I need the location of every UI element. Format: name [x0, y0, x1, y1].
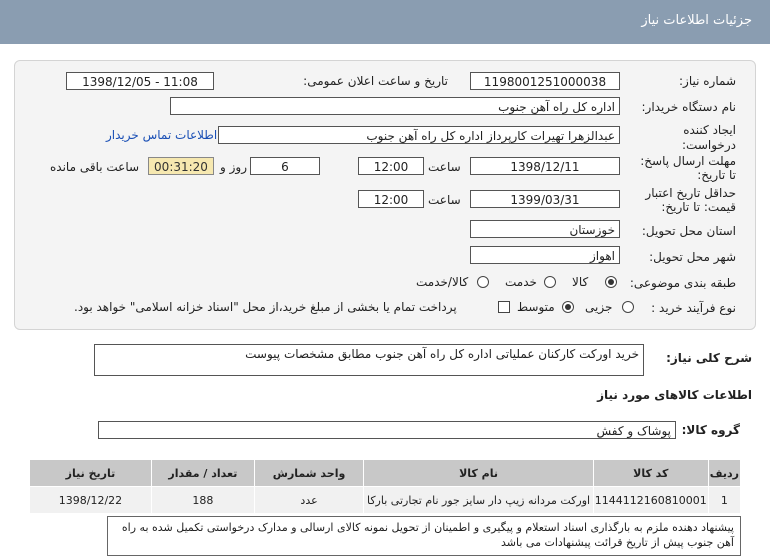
- deadline-date-field[interactable]: 1398/12/11: [470, 157, 620, 175]
- deadline-label-2: تا تاریخ:: [697, 168, 736, 182]
- goods-need-date: 1398/12/22: [30, 487, 152, 514]
- purchase-minor-label: جزیی: [585, 300, 613, 314]
- goods-name: اورکت مردانه زیپ دار سایز جور نام تجارتی بارکا: [364, 487, 594, 514]
- days-remaining-field[interactable]: 6: [250, 157, 320, 175]
- category-goods-label: کالا: [572, 275, 589, 289]
- category-goods-service-label: کالا/خدمت: [416, 275, 469, 289]
- goods-section-title: اطلاعات کالاهای مورد نیاز: [597, 388, 752, 402]
- category-goods-service-radio[interactable]: [477, 276, 489, 288]
- announce-label: تاریخ و ساعت اعلان عمومی:: [303, 74, 448, 88]
- requester-field[interactable]: عبدالزهرا تهیرات کارپرداز اداره کل راه آهن جنوب: [218, 126, 620, 144]
- col-row-header: ردیف: [708, 460, 740, 487]
- col-unit-header: واحد شمارش: [254, 460, 363, 487]
- deadline-time-label: ساعت: [428, 160, 461, 174]
- validity-label-2: قیمت: تا تاریخ:: [661, 200, 736, 214]
- row-index: 1: [708, 487, 740, 514]
- deadline-label-1: مهلت ارسال پاسخ:: [640, 154, 736, 168]
- validity-label-1: حداقل تاریخ اعتبار: [645, 186, 736, 200]
- days-label: روز و: [220, 160, 247, 174]
- purchase-minor-radio[interactable]: [622, 301, 634, 313]
- purchase-medium-radio[interactable]: [562, 301, 574, 313]
- remaining-label: ساعت باقی مانده: [50, 160, 140, 174]
- purchase-type-label: نوع فرآیند خرید :: [651, 301, 736, 315]
- province-field[interactable]: خوزستان: [470, 220, 620, 238]
- buyer-contact-link[interactable]: اطلاعات تماس خریدار: [106, 128, 218, 142]
- remaining-time-display: 00:31:20: [148, 157, 214, 175]
- treasury-note: پرداخت تمام یا بخشی از مبلغ خرید،از محل "اسناد خزانه اسلامی" خواهد بود.: [74, 300, 457, 314]
- col-date-header: تاریخ نیاز: [30, 460, 152, 487]
- announce-field[interactable]: 1398/12/05 - 11:08: [66, 72, 214, 90]
- goods-group-field[interactable]: پوشاک و کفش: [98, 421, 676, 439]
- validity-time-field[interactable]: 12:00: [358, 190, 424, 208]
- col-qty-header: تعداد / مقدار: [151, 460, 254, 487]
- summary-label: شرح کلی نیاز:: [666, 351, 752, 365]
- deadline-time-field[interactable]: 12:00: [358, 157, 424, 175]
- category-label: طبقه بندی موضوعی:: [629, 276, 736, 290]
- city-label: شهر محل تحویل:: [649, 250, 736, 264]
- treasury-checkbox[interactable]: [498, 301, 510, 313]
- goods-unit: عدد: [254, 487, 363, 514]
- purchase-medium-label: متوسط: [517, 300, 555, 314]
- validity-date-field[interactable]: 1399/03/31: [470, 190, 620, 208]
- buyer-notes: پیشنهاد دهنده ملزم به بارگذاری اسناد استعلام و پیگیری و اطمینان از تحویل نمونه کالای ارسالی و مدارک درخواستی تکمیل شده به راه آهن جنوب پیش از تاریخ قرائت پیشنهادات می باشد: [107, 516, 741, 556]
- city-field[interactable]: اهواز: [470, 246, 620, 264]
- buyer-org-label: نام دستگاه خریدار:: [641, 100, 736, 114]
- category-service-radio[interactable]: [544, 276, 556, 288]
- goods-group-label: گروه کالا:: [681, 423, 740, 437]
- province-label: استان محل تحویل:: [641, 224, 736, 238]
- goods-code: 1144112160810001: [593, 487, 708, 514]
- requester-label-1: ایجاد کننده: [683, 123, 736, 137]
- category-service-label: خدمت: [505, 275, 537, 289]
- page-header: [0, 0, 770, 44]
- goods-quantity: 188: [151, 487, 254, 514]
- need-number-field[interactable]: 1198001251000038: [470, 72, 620, 90]
- page-title: جزئیات اطلاعات نیاز: [641, 13, 752, 28]
- summary-field[interactable]: خرید اورکت کارکنان عملیاتی اداره کل راه آهن جنوب مطابق مشخصات پیوست: [94, 344, 644, 376]
- goods-table: [29, 459, 741, 514]
- category-goods-radio[interactable]: [605, 276, 617, 288]
- col-code-header: کد کالا: [593, 460, 708, 487]
- table-row: [30, 487, 741, 514]
- need-number-label: شماره نیاز:: [679, 74, 736, 88]
- buyer-org-field[interactable]: اداره کل راه آهن جنوب: [170, 97, 620, 115]
- validity-time-label: ساعت: [428, 193, 461, 207]
- col-name-header: نام کالا: [364, 460, 594, 487]
- goods-table-header: [30, 460, 741, 487]
- requester-label-2: درخواست:: [682, 138, 736, 152]
